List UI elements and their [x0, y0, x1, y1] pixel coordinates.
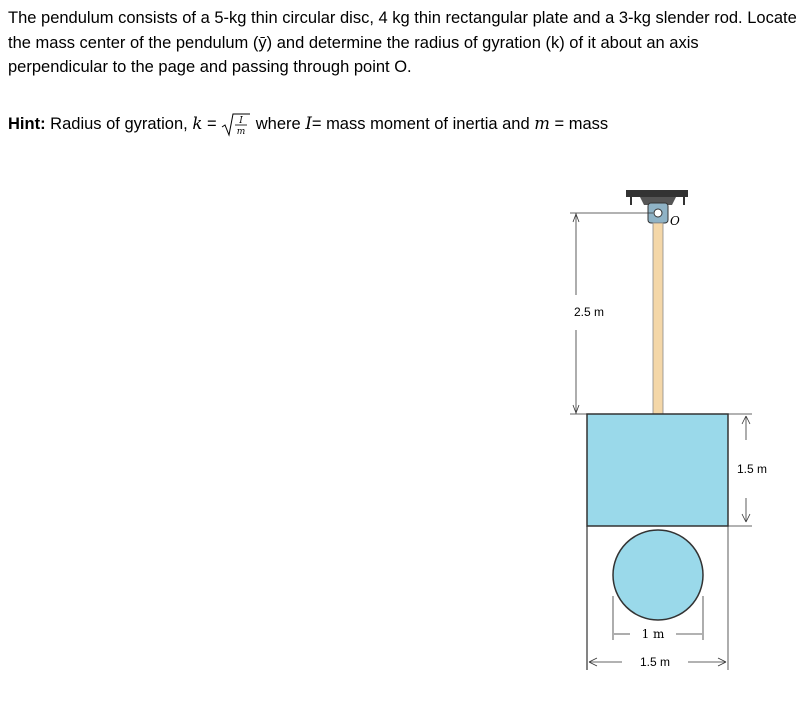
circular-disc: [613, 530, 703, 620]
hint-where: where: [255, 115, 301, 133]
hint-I-symbol: I: [305, 114, 312, 133]
frac-numerator: I: [239, 116, 243, 126]
hint-label: Hint:: [8, 115, 46, 133]
dim-rod-label: 2.5 m: [573, 305, 605, 319]
slender-rod: [653, 223, 663, 415]
hint-k-symbol: k: [192, 114, 203, 133]
problem-text: The pendulum consists of a 5-kg thin circular disc, 4 kg thin rectangular plate and a 3-kg slender rod. Locate the mass center of the pendulum (ȳ) and determine the radius of gyration (k) of it about an axis perpendicular to the page and passing through point O.: [8, 9, 797, 76]
hint-equals: =: [206, 115, 217, 133]
frac-denominator: m: [236, 127, 246, 137]
dim-plate-label: 1.5 m: [736, 462, 768, 476]
dim-width-label: 1.5 m: [639, 655, 671, 669]
hint-m-definition: = mass: [554, 115, 609, 133]
pivot-label: O: [670, 214, 680, 228]
hint-I-definition: = mass moment of inertia and: [311, 115, 530, 133]
pivot-pin-icon: [654, 209, 662, 217]
rectangular-plate: [587, 414, 728, 526]
dim-disc-label: 1 m: [641, 627, 665, 641]
hint-lead: Radius of gyration,: [50, 115, 188, 133]
support-plate: [626, 190, 688, 197]
hint-m-symbol: m: [534, 114, 550, 133]
